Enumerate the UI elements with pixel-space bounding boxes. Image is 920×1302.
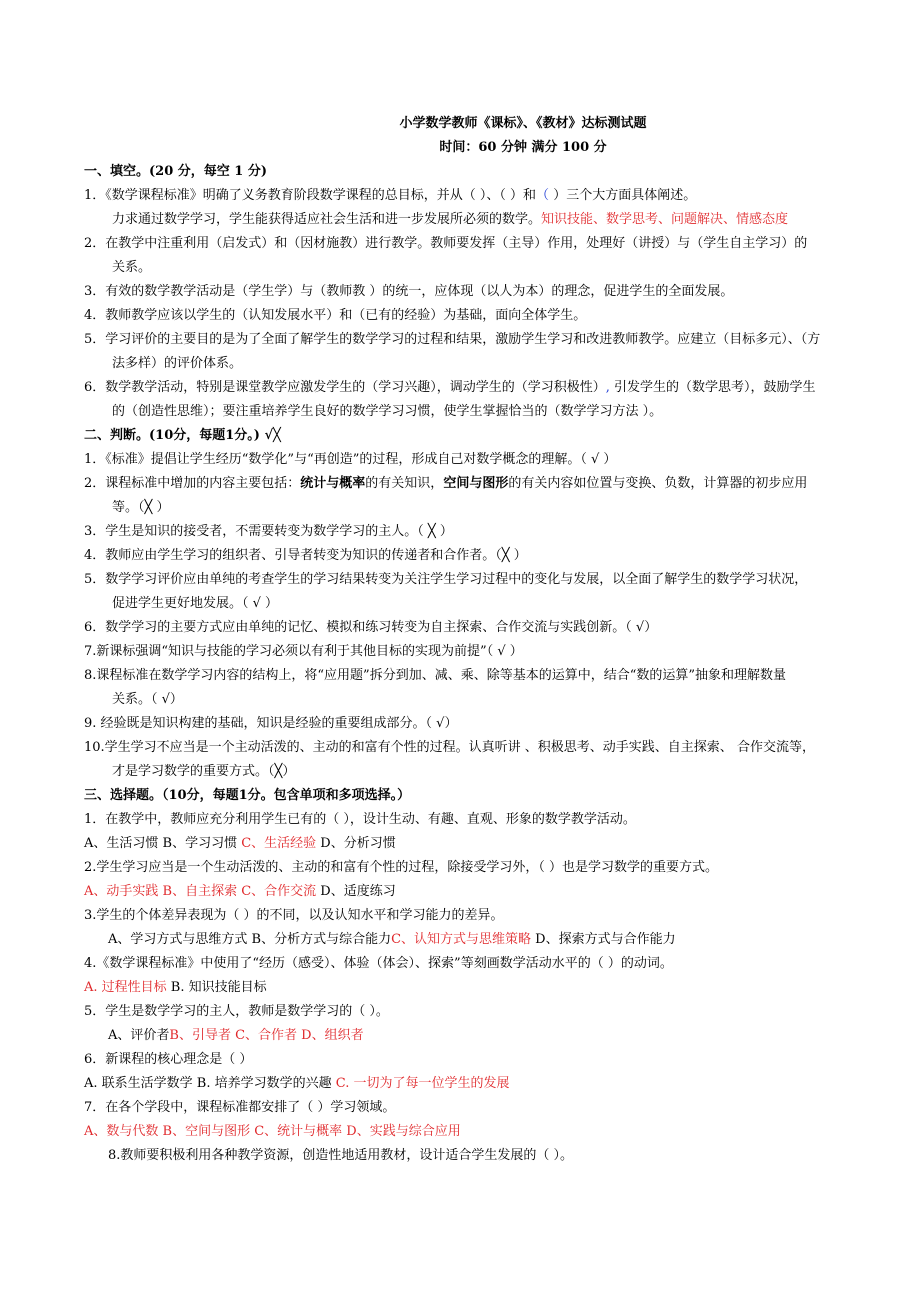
fill-q1-answer: 知识技能、数学思考、问题解决、情感态度 bbox=[541, 212, 789, 227]
choice-q3-opts: A、学习方式与思维方式 B、分析方式与综合能力 bbox=[108, 932, 392, 947]
fill-q6-line2: 的（创造性思维）；要注重培养学生良好的数学学习习惯，使学生掌握恰当的（数学学习方法 ）。 bbox=[112, 404, 663, 419]
choice-q2-opts-end: D、适度练习 bbox=[316, 884, 396, 899]
judge-q4: 4．教师应由学生学习的组织者、引导者转变为知识的传递者和合作者。（╳ ） bbox=[84, 548, 527, 563]
fill-q1-line2 bbox=[84, 208, 870, 232]
choice-q8: 8.教师要积极利用各种教学资源，创造性地适用教材，设计适合学生发展的（ ）。 bbox=[108, 1148, 574, 1163]
choice-q5-options bbox=[84, 1024, 870, 1048]
section-choice-heading: 三、选择题。（10分，每题1分。包含单项和多项选择。） bbox=[84, 788, 411, 803]
fill-q5-line1: 5．学习评价的主要目的是为了全面了解学生的数学学习的过程和结果，激励学生学习和改进教师教学。应建立（目标多元）、（方 bbox=[84, 332, 821, 347]
judge-q6: 6．数学学习的主要方式应由单纯的记忆、模拟和练习转变为自主探索、合作交流与实践创新。（ √） bbox=[84, 620, 658, 635]
fill-q1-text: 1．《数学课程标准》明确了义务教育阶段数学课程的总目标，并从（ ）、（ ）和 bbox=[84, 188, 537, 203]
choice-q1-options bbox=[84, 832, 870, 856]
choice-q7-answer: A、数与代数 B、空间与图形 C、统计与概率 D、实践与综合应用 bbox=[84, 1124, 461, 1139]
choice-q1: 1．在教学中，教师应充分利用学生已有的（ ），设计生动、有趣、直观、形象的数学教学活动。 bbox=[84, 812, 636, 827]
judge-q2-line2: 等。（╳ ） bbox=[112, 500, 170, 515]
judge-q3: 3．学生是知识的接受者，不需要转变为数学学习的主人。（ ╳ ） bbox=[84, 524, 453, 539]
choice-q6-opts: A. 联系生活学数学 B. 培养学习数学的兴趣 bbox=[84, 1076, 336, 1091]
judge-q2-line1 bbox=[84, 472, 870, 496]
choice-q4-options bbox=[84, 976, 870, 1000]
section-judge-heading: 二、判断。(10分，每题1分。) √╳ bbox=[84, 428, 281, 443]
choice-q1-opts: A、生活习惯 B、学习习惯 bbox=[84, 836, 242, 851]
fill-q2-line1: 2．在教学中注重利用（启发式）和（因材施教）进行教学。教师要发挥（主导）作用，处理好（讲授）与（学生自主学习）的 bbox=[84, 236, 808, 251]
judge-q2-text2: 的有关知识， bbox=[365, 476, 444, 491]
choice-q4: 4.《数学课程标准》中使用了“经历（感受）、体验（体会）、探索”等刻画数学活动水平的（ ）的动词。 bbox=[84, 956, 673, 971]
choice-q5: 5．学生是数学学习的主人，教师是数学学习的（ ）。 bbox=[84, 1004, 389, 1019]
document bbox=[84, 112, 870, 1168]
choice-q7-options bbox=[84, 1120, 870, 1144]
choice-q1-opts-end: D、分析习惯 bbox=[316, 836, 396, 851]
choice-q7: 7．在各个学段中，课程标准都安排了（ ）学习领域。 bbox=[84, 1100, 396, 1115]
page-subtitle: 时间：60 分钟 满分 100 分 bbox=[439, 140, 607, 155]
judge-q9: 9. 经验既是知识构建的基础，知识是经验的重要组成部分。（ √） bbox=[84, 716, 458, 731]
choice-q3-options bbox=[84, 928, 870, 952]
choice-q3: 3.学生的个体差异表现为（ ）的不同，以及认知水平和学习能力的差异。 bbox=[84, 908, 504, 923]
choice-q3-answer: C、认知方式与思维策略 bbox=[391, 932, 532, 947]
choice-q6-answer: C. 一切为了每一位学生的发展 bbox=[335, 1076, 510, 1091]
fill-q1-text2: 力求通过数学学习，学生能获得适应社会生活和进一步发展所必须的数学。 bbox=[112, 212, 542, 227]
judge-q7: 7.新课标强调“知识与技能的学习必须以有利于其他目标的实现为前提”（ √ ） bbox=[84, 644, 523, 659]
choice-q3-opts-end: D、探索方式与合作能力 bbox=[531, 932, 676, 947]
choice-q2-answer: A、动手实践 B、自主探索 C、合作交流 bbox=[84, 884, 317, 899]
fill-q6-text: 6．数学教学活动，特别是课堂教学应激发学生的（学习兴趣），调动学生的（学习积极性） bbox=[84, 380, 606, 395]
page-title: 小学数学教师《课标》、《教材》达标测试题 bbox=[399, 116, 647, 131]
judge-q10-line2: 才是学习数学的重要方式。（╳） bbox=[112, 764, 296, 779]
judge-q5-line1: 5．数学学习评价应由单纯的考查学生的学习结果转变为关注学生学习过程中的变化与发展，以全面了解学生的数学学习状况， bbox=[84, 572, 808, 587]
fill-q1-blue-bracket: （ bbox=[536, 188, 550, 203]
judge-q2-text: 2．课程标准中增加的内容主要包括： bbox=[84, 476, 301, 491]
fill-q1-text-end: ）三个大方面具体阐述。 bbox=[549, 188, 697, 203]
choice-q2: 2.学生学习应当是一个生动活泼的、主动的和富有个性的过程，除接受学习外，（ ）也是学习数学的重要方式。 bbox=[84, 860, 719, 875]
judge-q2-bold1: 统计与概率 bbox=[300, 476, 366, 491]
choice-q6: 6．新课程的核心理念是（ ） bbox=[84, 1052, 253, 1067]
choice-q5-answer: B、引导者 C、合作者 D、组织者 bbox=[169, 1028, 364, 1043]
fill-q6-text-end: 引发学生的（数学思考），鼓励学生 bbox=[609, 380, 816, 395]
fill-q6-line1 bbox=[84, 376, 870, 400]
fill-q6-blue-comma: , bbox=[605, 380, 610, 395]
choice-q1-answer: C、生活经验 bbox=[241, 836, 317, 851]
choice-q6-options bbox=[84, 1072, 870, 1096]
fill-q5-line2: 法多样）的评价体系。 bbox=[112, 356, 243, 371]
choice-q4-opts-end: B. 知识技能目标 bbox=[166, 980, 267, 995]
judge-q5-line2: 促进学生更好地发展。（ √ ） bbox=[112, 596, 279, 611]
fill-q3: 3．有效的数学教学活动是（学生学）与（教师教 ）的统一，应体现（以人为本）的理念，促进学生的全面发展。 bbox=[84, 284, 734, 299]
fill-q1-line1 bbox=[84, 184, 870, 208]
judge-q8-line1: 8.课程标准在数学学习内容的结构上，将“应用题”拆分到加、减、乘、除等基本的运算中，结合“数的运算”抽象和理解数量 bbox=[84, 668, 786, 683]
fill-q4: 4．教师教学应该以学生的（认知发展水平）和（已有的经验）为基础，面向全体学生。 bbox=[84, 308, 587, 323]
choice-q2-options bbox=[84, 880, 870, 904]
section-fill-blank-heading: 一、填空。(20 分，每空 1 分) bbox=[84, 164, 268, 179]
judge-q10-line1: 10.学生学习不应当是一个主动活泼的、主动的和富有个性的过程。认真听讲 、积极思考、动手实践、自主探索、 合作交流等， bbox=[84, 740, 815, 755]
judge-q2-text3: 的有关内容如位置与变换、负数，计算器的初步应用 bbox=[508, 476, 808, 491]
fill-q2-line2: 关系。 bbox=[112, 260, 152, 275]
choice-q5-opts: A、评价者 bbox=[108, 1028, 170, 1043]
judge-q8-line2: 关系。（ √） bbox=[112, 692, 183, 707]
choice-q4-answer: A. 过程性目标 bbox=[84, 980, 167, 995]
judge-q1: 1．《标准》提倡让学生经历“数学化”与“再创造”的过程，形成自己对数学概念的理解。（ √ ） bbox=[84, 452, 617, 467]
judge-q2-bold2: 空间与图形 bbox=[443, 476, 509, 491]
